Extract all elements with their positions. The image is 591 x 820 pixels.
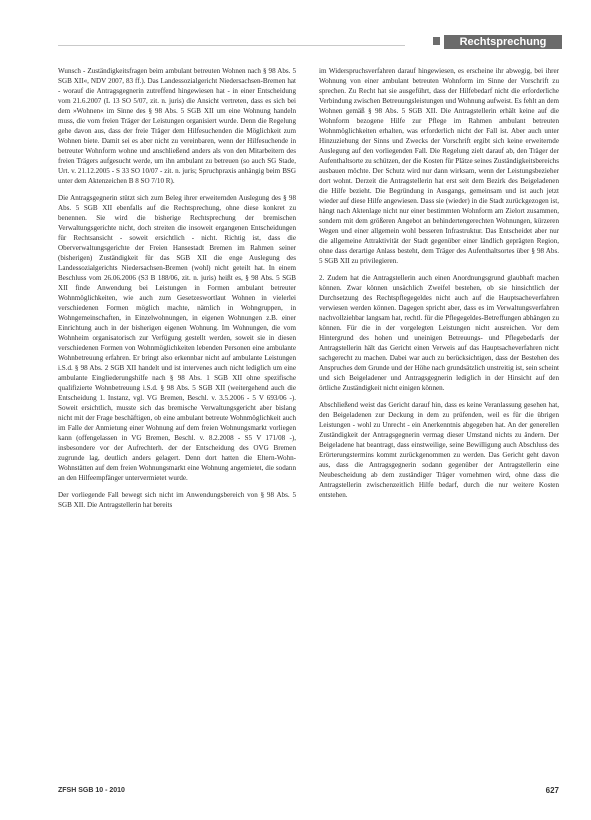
paragraph: Der vorliegende Fall bewegt sich nicht im Anwendungsbereich von § 98 Abs. 5 SGB XII. Die Antragstellerin hat bereits <box>58 491 296 509</box>
right-column <box>319 66 559 507</box>
section-title: Rechtsprechung <box>444 35 562 49</box>
header-marker <box>433 37 440 45</box>
paragraph: 2. Zudem hat die Antragstellerin auch einen Anordnungsgrund glaubhaft machen können. Zwar können unsächlich Zweifel bestehen, ob sie hinsichtlich der Durchsetzung des Rechtspflegegeldes nicht auch auf die Hauptsacheverfahren verwiesen werden können. Dagegen spricht aber, dass es im Verwaltungsverfahren nachvollziehbar langsam hat, rechtl. für die Pflegegeldes-Betreffungen abhängen zu können. Für die in der vorgelegten Leistungen nicht ausreichen. Vor dem Hintergrund des hohen und uneinigen Betreuungs- und Pflegebedarfs der Antragstellerin hält das Gericht einen Verweis auf das Hauptsacheverfahren nicht sachgerecht zu machen. Dabei war auch zu berücksichtigen, dass der Bestehen des Anspruches dem Grunde und der Höhe nach grundsätzlich unstreitig ist, sein scheint und sich Beigeladener und Antragsgegnerin lediglich in der Hinsicht auf den örtliche Zuständigkeit nicht einigen können. <box>319 274 559 392</box>
journal-footer: ZFSH SGB 10 - 2010 <box>58 787 125 794</box>
left-column <box>58 66 296 517</box>
page-number: 627 <box>545 786 559 795</box>
paragraph: im Widerspruchsverfahren darauf hingewiesen, es erscheine ihr abwegig, bei ihrer Wohnung von einer ambulant betreuten Wohnform im Sinne der Vorschrift zu sprechen. Zu Recht hat sie ausgeführt, dass der Hilfebedarf nicht die erforderliche Verbindung zwischen Betreuungsleistungen und Wohnung aufweist. Es fehlt an dem Wohnen gemäß § 98 Abs. 5 SGB XII. Die Antragstellerin erhält keine auf die Wohnform bezogene Hilfe zur Pflege im Rahmen ambulant betreuten Wohnmöglichkeiten erhalten, was erforderlich nicht der Fall ist. Aber auch unter Hinzuziehung der Sinns und Zwecks der Vorschrift ergibt sich keine erweiternde Auslegung auf den vorliegenden Fall. Die Regelung zielt darauf ab, den Träger der Aufenthaltsorte zu schützen, der die Kosten für Plätze seines Zuständigkeitsbereichs ausbauen möchte. Der Schutz wird nur dann wirksam, wenn der Leistungsbezieher dort wohnt. Derzeit die Antragstellerin hat erst seit dem Bezirk des Beigeladenen die Hilfe bezieht. Die Begründung in Ausgangs, gemeinsam und ist auch jetzt wieder auf diese Hilfe angewiesen. Dass sie (wieder) in die Stadt zurückgezogen ist, hängt nach Aktenlage nicht nur einer bestimmten Wohnform am Zielort zusammen, sondern mit dem größeren Angebot an behindertengerechten Wohnungen, kürzeren Wegen und einer allgemein wohl besseren Infrastruktur. Das Entscheidet aber nur die allgemeine Attraktivität der Stadt gegenüber einer ländlich geprägten Region, ohne dass derartige Anlass besteht, dem Träger des Aufenthaltsortes über § 98 Abs. 5 SGB XII zu privilegieren. <box>319 67 559 265</box>
paragraph: Abschließend weist das Gericht darauf hin, dass es keine Veranlassung gesehen hat, den Beigeladenen zur Deckung in dem zu prüfenden, weil es für die übrigen Leistungen - wohl zu Unrecht - ein Anerkenntnis abgegeben hat. An der generellen Zuständigkeit der Antragsgegnerin vermag dieser Umstand nichts zu ändern. Der Beigeladene hat beantragt, dass einstweilige, seine Bewilligung auch Abschluss des Erörterungstermins kommt zurückgenommen zu werden. Das Gericht geht davon aus, dass die Antragsgegnerin sodann gegenüber der Antragstellerin eine Neubescheidung ab dem zuständiger Träger vornehmen wird, ohne dass die Antragstellerin zwischenzeitlich Hilfe bedarf, durch die nur weitere Kosten entstehen. <box>319 401 559 499</box>
paragraph: Die Antragsgegnerin stützt sich zum Beleg ihrer erweiternden Auslegung des § 98 Abs. 5 SGB XII ebenfalls auf die Rechtsprechung, ohne diese konkret zu benennen. Sie wird die bisherige Rechtsprechung der bremischen Verwaltungsgerichte nicht, doch streiten die insoweit ergangenen Entscheidungen für Rechtsansicht - soweit ersichtlich - nicht. Richtig ist, dass die Oberverwaltungsgerichte der Freien Hansestadt Bremen im Rahmen seiner (bisherigen) Zuständigkeit für das SGB XII die enge Auslegung des Landessozialgerichts Niedersachsen-Bremen (wohl) nicht geteilt hat. In einem Beschluss vom 26.06.2006 (S3 B 188/06, zit. n. juris) heißt es, § 98 Abs. 5 SGB XII finde Anwendung bei Leistungen in Formen ambulant betreuter Wohnmöglichkeiten, wie auch zum Gesetzeswortlaut Wohnen in vielerlei verschiedenen Formen möglich machte, nämlich in Wohngruppen, in Wohngemeinschaften, in Einzelwohnungen, in eigenen Wohnungen z.B. einer Einrichtung auch in der bisherigen eigenen Wohnung. Im Wohnungen, die vom Wohnheim organisatorisch zur Verfügung gestellt werden, soweit sie in diesen verschiedenen Formen von Wohnmöglichkeiten lebenden Personen eine ambulante Wohnbetreuung erfahren. Er bringt also erkennbar nicht auf ambulante Leistungen i.S.d. § 98 Abs. 2 SGB XII handelt und ist intervenes auch nicht lediglich um eine ambulante Eingliederungshilfe nach § 98 Abs. 1 SGB XII ohne spezifische qualifizierte Wohnbetreuung i.S.d. § 98 Abs. 5 SGB XII (weitergehend auch die Entscheidung 1. Instanz, vgl. VG Bremen, Beschl. v. 3.5.2006 - 5 V 693/06 -). Soweit ersichtlich, musste sich das bremische Verwaltungsgericht aber bislang nicht mit der Frage beschäftigen, ob eine ambulant betreute Wohnmöglichkeit auch im Falle der Anmietung einer Wohnung auf dem freien Wohnungsmarkt vorliegen kann (offengelassen in VG Bremen, Beschl. v. 8.2.2008 - S5 V 171/08 -), insbesondere vor der Aufrechterh. der der Entscheidung des OVG Bremen zugrunde lag, deutlich anders gelagert. Denn dort hatten die Eltern-Wohn-Wohnstätten auf dem freien Wohnungsmarkt eine Wohnung angemietet, die sodann an den Hilfeempfänger untervermietet wurde. <box>58 194 296 482</box>
paragraph: Wunsch - Zuständigkeitsfragen beim ambulant betreuten Wohnen nach § 98 Abs. 5 SGB XII«, NDV 2007, 83 ff.). Das Landessozialgericht Niedersachsen-Bremen hat - worauf die Antragsgegnerin zutreffend hingewiesen hat - in einer Entscheidung vom 21.6.2007 (L 13 SO 5/07, zit. n. juris) die Ansicht vertreten, dass es sich bei dem »Wohnen« im Sinne des § 98 Abs. 5 SGB XII um eine Wohnung handeln muss, die vom freien Träger der Leistungen organisiert wurde. Denn die Regelung gehe davon aus, dass der freie Träger dem Hilfesuchenden die Möglichkeit zum Wohnen biete. Damit sei es aber nicht zu vereinbaren, wenn der Hilfesuchende in betreuter Wohnform wohne und anschließend anders als von den Mitarbeitern des freien Trägers aufgesucht werde, um ihn ambulant zu betreuen (so auch SG Stade, Urt. v. 21.12.2005 - S 33 SO 10/07 - zit. n. juris; Spruchpraxis anhängig beim BSG unter dem Aktenzeichen B 8 SO 7/10 R). <box>58 67 296 185</box>
header-rule <box>58 45 405 46</box>
